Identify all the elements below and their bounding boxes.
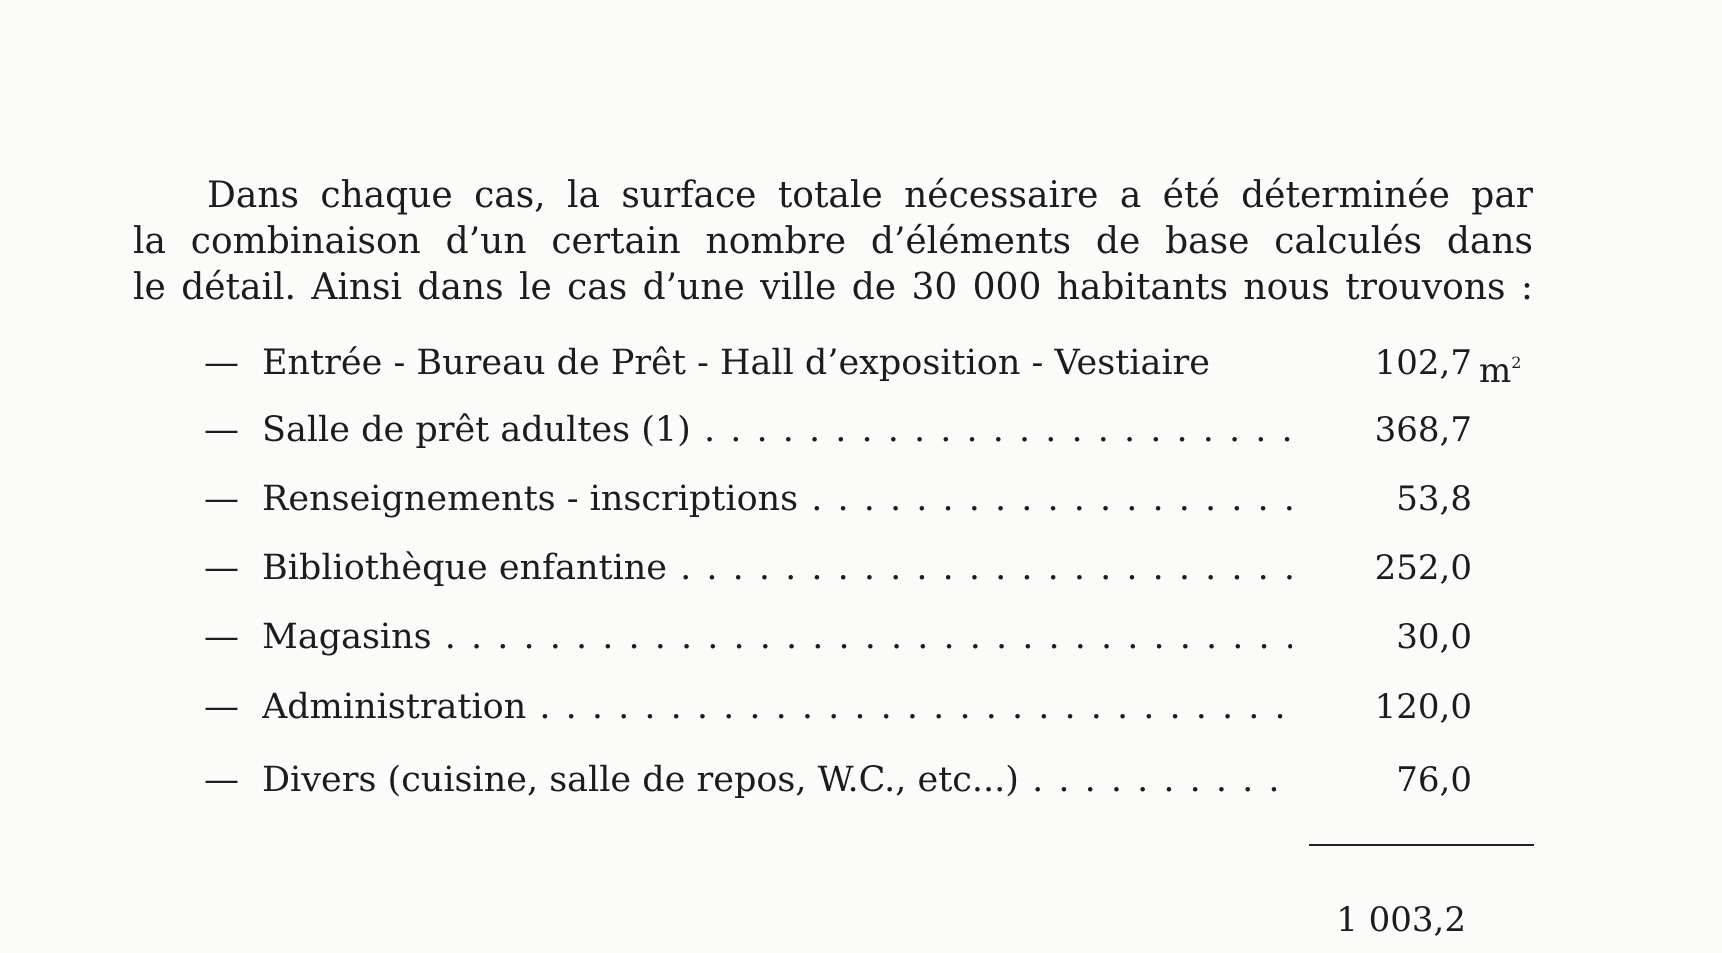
item-label: Salle de prêt adultes (1). . . (262, 405, 1292, 455)
dot-leader (691, 410, 1292, 450)
dot-leader (667, 548, 1292, 588)
item-value: 30,0 (1396, 617, 1472, 657)
intro-line-1: Dans chaque cas, la surface totale nécessaire a été déterminée par (207, 175, 1533, 216)
item-label: Bibliothèque enfantine. . . (262, 543, 1292, 593)
item-dash: — (204, 760, 239, 800)
item-value: 120,0 (1374, 687, 1472, 727)
item-label: Renseignements - inscriptions. . . (262, 474, 1292, 524)
dot-leader (526, 687, 1292, 727)
intro-line-3: le détail. Ainsi dans le cas d’une ville de 30 000 habitants nous trouvons : (133, 267, 1533, 308)
item-label: Magasins. . . (262, 612, 1292, 662)
intro-line-2: la combinaison d’un certain nombre d’éléments de base calculés dans (133, 221, 1533, 262)
item-label: Administration. . . (262, 682, 1292, 732)
item-value: 76,0 (1396, 760, 1472, 800)
item-value: 102,7 (1374, 343, 1472, 383)
list-item-magasins (204, 612, 1534, 662)
list-item-administration (204, 682, 1534, 732)
list-item-salle-pret (204, 405, 1534, 455)
item-label: Entrée - Bureau de Prêt - Hall d’exposition - Vestiaire (262, 343, 1210, 383)
item-dash: — (204, 479, 239, 519)
item-dash: — (204, 343, 239, 383)
item-label: Divers (cuisine, salle de repos, W.C., etc...). . . (262, 755, 1292, 805)
list-item-renseignements (204, 474, 1534, 524)
total-rule (1309, 844, 1534, 846)
item-dash: — (204, 548, 239, 588)
item-value: 252,0 (1374, 548, 1472, 588)
list-item-entree (204, 338, 1534, 391)
item-dash: — (204, 617, 239, 657)
dot-leader (798, 479, 1292, 519)
item-dash: — (204, 687, 239, 727)
item-unit: $m^2$ (1479, 351, 1522, 391)
list-item-divers (204, 755, 1534, 805)
item-value: 53,8 (1396, 479, 1472, 519)
item-dash: — (204, 410, 239, 450)
list-item-bibliotheque (204, 543, 1534, 593)
item-value: 368,7 (1374, 410, 1472, 450)
dot-leader (432, 617, 1292, 657)
total-value: 1 003,2 (1336, 900, 1466, 940)
dot-leader (1019, 760, 1292, 800)
